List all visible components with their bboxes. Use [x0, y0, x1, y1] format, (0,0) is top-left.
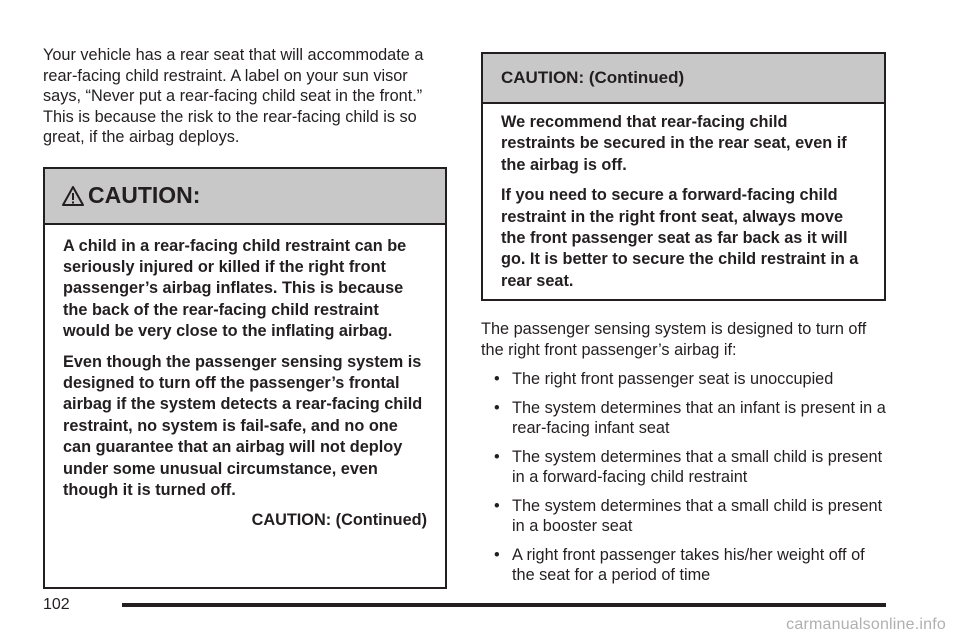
- caution-box: [43, 167, 447, 589]
- warning-triangle-icon: [62, 185, 84, 207]
- watermark: carmanualsonline.info: [786, 616, 946, 633]
- caution-header: [45, 169, 445, 225]
- caution-paragraph: We recommend that rear-facing child restraints be secured in the rear seat, even if the airbag is off.: [501, 113, 847, 174]
- bullet-list: [481, 369, 886, 586]
- intro-paragraph: Your vehicle has a rear seat that will accommodate a rear-facing child restraint. A label on your sun visor says, “Never put a rear-facing child seat in the front.” This is because the risk to the rear-facing child is so great, if the airbag deploys.: [43, 46, 424, 146]
- caution-continued-label: CAUTION: (Continued): [251, 511, 427, 530]
- caution-title: CAUTION:: [88, 182, 201, 208]
- page-number: 102: [43, 596, 70, 613]
- caution-continued-box: [481, 52, 886, 301]
- footer-rule: [122, 603, 886, 607]
- list-item: • A right front passenger takes his/her weight off of the seat for a period of time: [481, 545, 886, 586]
- caution-paragraph: If you need to secure a forward-facing child restraint in the right front seat, always move the front passenger seat as far back as it will go. It is better to secure the child restraint in a rear seat.: [501, 186, 859, 290]
- list-item: • The system determines that a small child is present in a booster seat: [481, 496, 886, 537]
- list-item: • The right front passenger seat is unoccupied: [481, 369, 886, 390]
- list-item: • The system determines that a small child is present in a forward-facing child restraint: [481, 447, 886, 488]
- list-item: • The system determines that an infant is present in a rear-facing infant seat: [481, 398, 886, 439]
- sensing-intro-paragraph: The passenger sensing system is designed to turn off the right front passenger’s airbag if:: [481, 320, 867, 359]
- caution-continued-header: [483, 54, 884, 104]
- caution-continued-title: CAUTION: (Continued): [501, 68, 685, 87]
- caution-body: [45, 225, 445, 532]
- caution-continued-body: [483, 104, 884, 292]
- left-column: [43, 45, 447, 589]
- caution-paragraph: A child in a rear-facing child restraint can be seriously injured or killed if the right front passenger’s airbag inflates. This is because the back of the rear-facing child restraint would be very close to the inflating airbag.: [63, 236, 407, 341]
- right-column: [481, 52, 886, 594]
- caution-paragraph: Even though the passenger sensing system is designed to turn off the passenger’s frontal airbag if the system detects a rear-facing child restraint, no system is fail-safe, and no one can guarantee that an airbag will not deploy under some unusual circumstance, even though it is turned off.: [63, 352, 423, 499]
